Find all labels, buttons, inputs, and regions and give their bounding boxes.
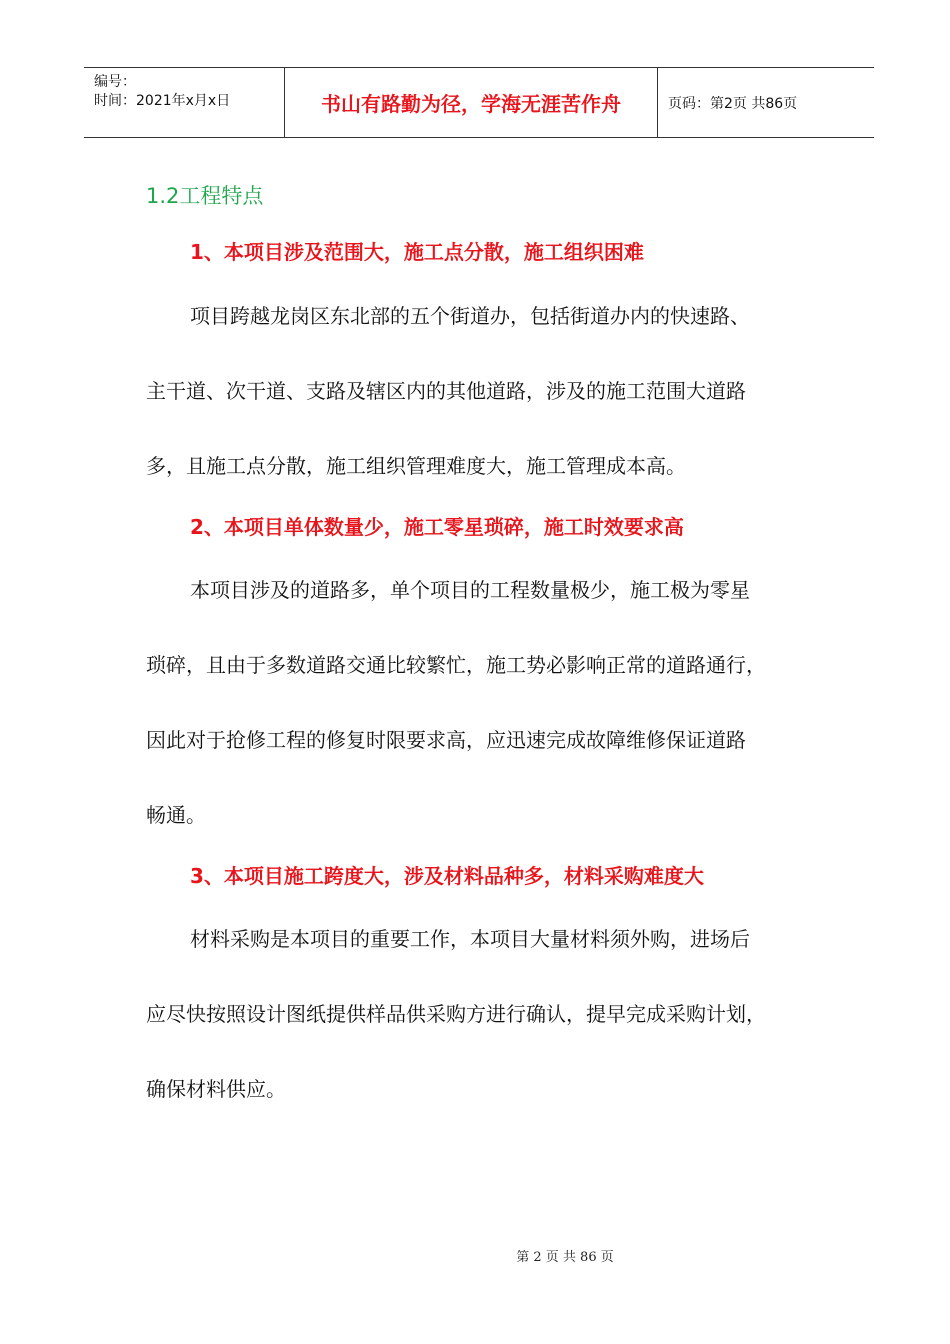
paragraph-line: 因此对于抢修工程的修复时限要求高，应迅速完成故障维修保证道路 — [146, 728, 746, 752]
point-heading-1: 1、本项目涉及范围大，施工点分散，施工组织困难 — [190, 240, 644, 264]
point-heading-2: 2、本项目单体数量少，施工零星琐碎，施工时效要求高 — [190, 515, 684, 539]
header-meta — [84, 68, 285, 137]
point-heading-3: 3、本项目施工跨度大，涉及材料品种多，材料采购难度大 — [190, 864, 704, 888]
document-time: 时间：2021年x月x日 — [94, 93, 231, 109]
section-title: 1.2工程特点 — [146, 184, 264, 208]
paragraph-line: 应尽快按照设计图纸提供样品供采购方进行确认，提早完成采购计划， — [146, 1002, 766, 1026]
paragraph-line: 材料采购是本项目的重要工作，本项目大量材料须外购，进场后 — [190, 927, 750, 951]
paragraph-line: 琐碎，且由于多数道路交通比较繁忙，施工势必影响正常的道路通行， — [146, 653, 766, 677]
paragraph-line: 确保材料供应。 — [146, 1077, 286, 1101]
page-footer: 第 2 页 共 86 页 — [516, 1250, 614, 1265]
paragraph-line: 多，且施工点分散，施工组织管理难度大，施工管理成本高。 — [146, 454, 686, 478]
document-number-label: 编号： — [94, 74, 136, 90]
page-header — [84, 67, 874, 138]
paragraph-line: 项目跨越龙岗区东北部的五个街道办，包括街道办内的快速路、 — [190, 304, 750, 328]
paragraph-line: 本项目涉及的道路多，单个项目的工程数量极少，施工极为零星 — [190, 578, 750, 602]
header-page-info: 页码：第2页 共86页 — [668, 95, 798, 112]
paragraph-line: 畅通。 — [146, 803, 206, 827]
paragraph-line: 主干道、次干道、支路及辖区内的其他道路，涉及的施工范围大道路 — [146, 379, 746, 403]
header-motto: 书山有路勤为径，学海无涯苦作舟 — [285, 68, 658, 137]
